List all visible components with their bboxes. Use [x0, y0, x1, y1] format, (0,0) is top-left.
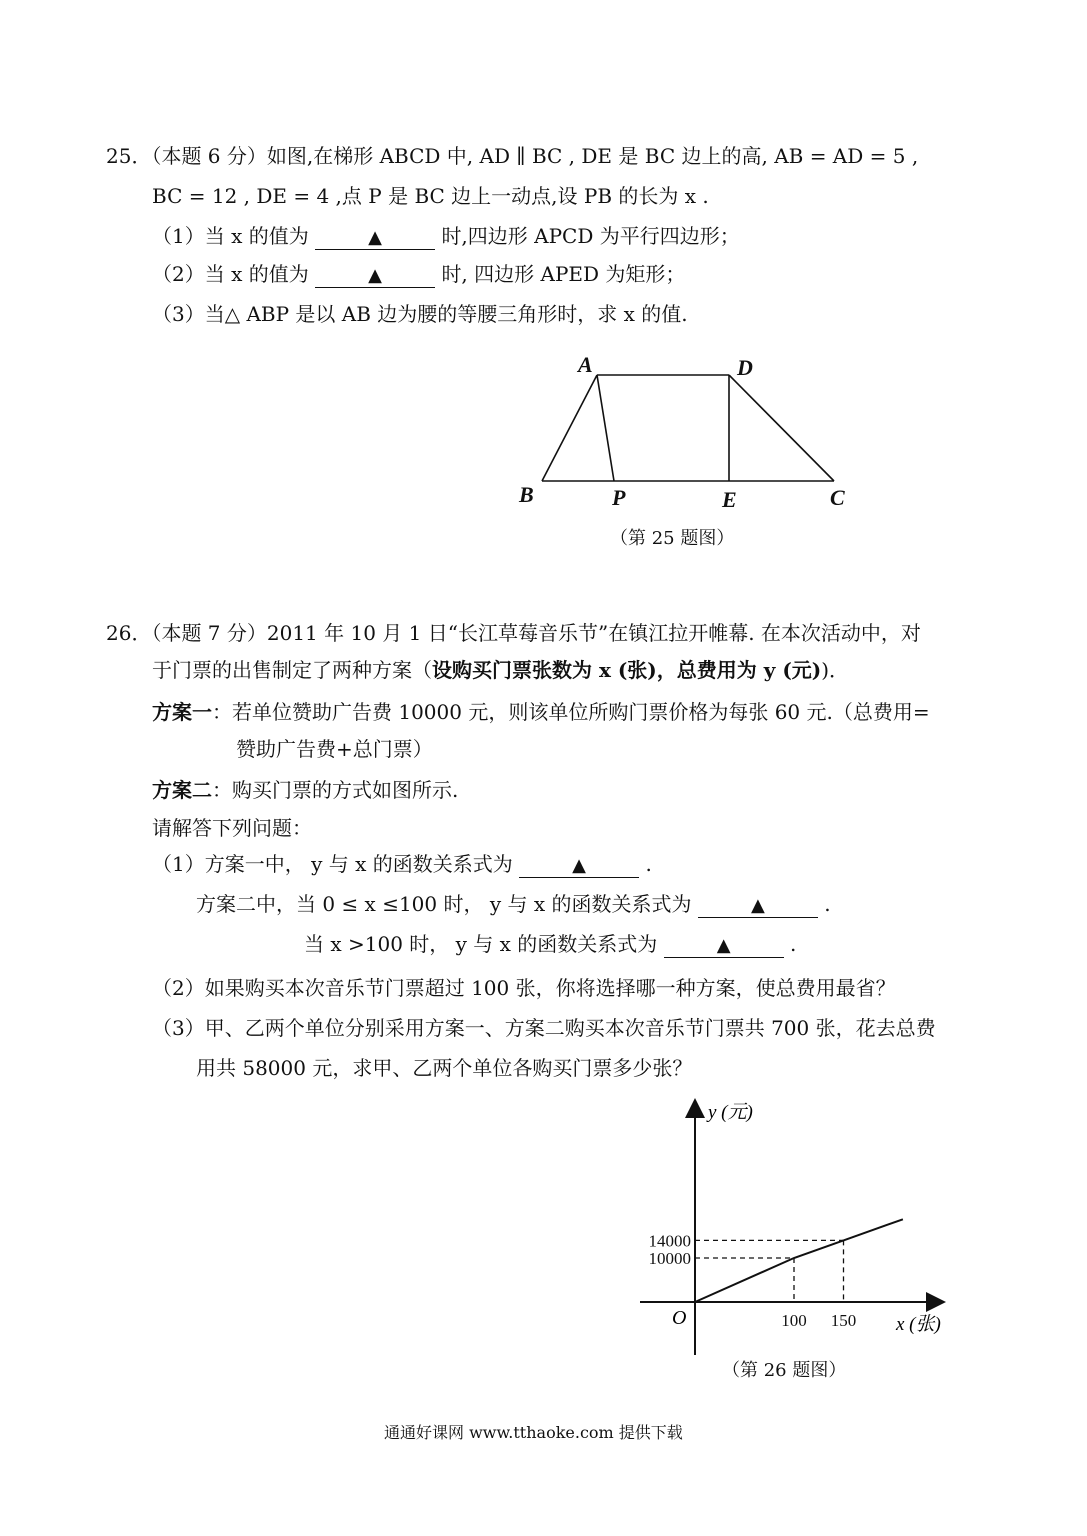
- q26-line1: 26．（本题 7 分）2011 年 10 月 1 日“长江草莓音乐节”在镇江拉开帷幕. 在本次活动中，对: [106, 621, 921, 645]
- q26-prompt: 请解答下列问题：: [152, 816, 312, 840]
- q26-sub1b: [196, 890, 831, 918]
- q25-line2: BC = 12 , DE = 4 ,点 P 是 BC 边上一动点,设 PB 的长为 x .: [152, 184, 709, 208]
- q26-sub1b-suffix: .: [824, 892, 831, 916]
- q26-variable-definition: 设购买门票张数为 x (张)，总费用为 y (元): [432, 658, 822, 682]
- q25-line1: 25．（本题 6 分）如图,在梯形 ABCD 中, AD ∥ BC , DE 是 BC 边上的高, AB = AD = 5 ,: [106, 144, 919, 168]
- q26-sub3-line1: （3）甲、乙两个单位分别采用方案一、方案二购买本次音乐节门票共 700 张，花去总费: [152, 1016, 936, 1040]
- x-tick-label: 150: [830, 1311, 857, 1330]
- q26-sub1c: [304, 930, 796, 958]
- label-D: D: [737, 355, 753, 380]
- label-E: E: [722, 487, 737, 512]
- q25-part2: [152, 260, 685, 288]
- plan1-continuation: 赞助广告费+总门票）: [236, 737, 433, 761]
- answer-blank: ▲: [315, 265, 435, 288]
- y-tick-label: 10000: [648, 1249, 691, 1268]
- answer-blank: ▲: [664, 935, 784, 958]
- plan2-label: 方案二: [152, 778, 212, 802]
- plan2-text: ：购买门票的方式如图所示.: [212, 778, 459, 802]
- q25-part1-suffix: 时,四边形 APCD 为平行四边形；: [441, 224, 740, 248]
- x-tick-label: 100: [781, 1311, 807, 1330]
- plan1-label: 方案一: [152, 700, 212, 724]
- label-B: B: [519, 482, 534, 507]
- q25-part3: （3）当△ ABP 是以 AB 边为腰的等腰三角形时，求 x 的值.: [152, 302, 688, 326]
- x-axis-label: x (张): [896, 1314, 941, 1335]
- answer-blank: ▲: [315, 227, 435, 250]
- q26-sub1: [152, 850, 652, 878]
- answer-blank: ▲: [519, 855, 639, 878]
- segment-DC: [729, 375, 834, 481]
- q26-line2-prefix: 于门票的出售制定了两种方案（: [152, 658, 432, 682]
- q25-part1: [152, 222, 740, 250]
- cost-function-graph: [620, 1090, 960, 1370]
- q26-sub1-suffix: .: [645, 852, 652, 876]
- answer-blank: ▲: [698, 895, 818, 918]
- label-A: A: [578, 352, 593, 377]
- q26-sub1b-prefix: 方案二中，当 0 ≤ x ≤100 时， y 与 x 的函数关系式为: [196, 892, 692, 916]
- q26-plan2: [152, 776, 458, 804]
- figure-26-caption: （第 26 题图）: [722, 1360, 847, 1381]
- q26-sub1-prefix: （1）方案一中， y 与 x 的函数关系式为: [152, 852, 513, 876]
- series-line-extension: [844, 1219, 903, 1240]
- series-line: [695, 1240, 844, 1302]
- y-axis-label: y (元): [708, 1102, 753, 1123]
- segment-AB: [542, 375, 597, 481]
- page-footer: 通通好课网 www.tthaoke.com 提供下载: [384, 1423, 683, 1442]
- q26-line2-suffix: )．: [821, 658, 850, 682]
- y-tick-label: 14000: [648, 1231, 691, 1251]
- q26-sub3-line2: 用共 58000 元，求甲、乙两个单位各购买门票多少张？: [196, 1056, 693, 1080]
- q26-sub2: （2）如果购买本次音乐节门票超过 100 张，你将选择哪一种方案，使总费用最省？: [152, 976, 896, 1000]
- trapezoid-figure: [500, 350, 880, 520]
- q26-sub1c-prefix: 当 x >100 时， y 与 x 的函数关系式为: [304, 932, 658, 956]
- origin-label: O: [672, 1307, 687, 1329]
- plan1-text: ：若单位赞助广告费 10000 元，则该单位所购门票价格为每张 60 元.（总费用=: [212, 700, 930, 724]
- q26-sub1c-suffix: .: [790, 932, 797, 956]
- q25-part2-suffix: 时, 四边形 APED 为矩形；: [441, 262, 686, 286]
- q26-line2: [152, 656, 849, 684]
- label-C: C: [830, 485, 845, 510]
- q26-plan1: [152, 698, 930, 726]
- figure-25-caption: （第 25 题图）: [610, 528, 735, 549]
- label-P: P: [612, 485, 626, 510]
- q25-part2-prefix: （2）当 x 的值为: [152, 262, 309, 286]
- q25-part1-prefix: （1）当 x 的值为: [152, 224, 309, 248]
- segment-AP: [597, 375, 614, 481]
